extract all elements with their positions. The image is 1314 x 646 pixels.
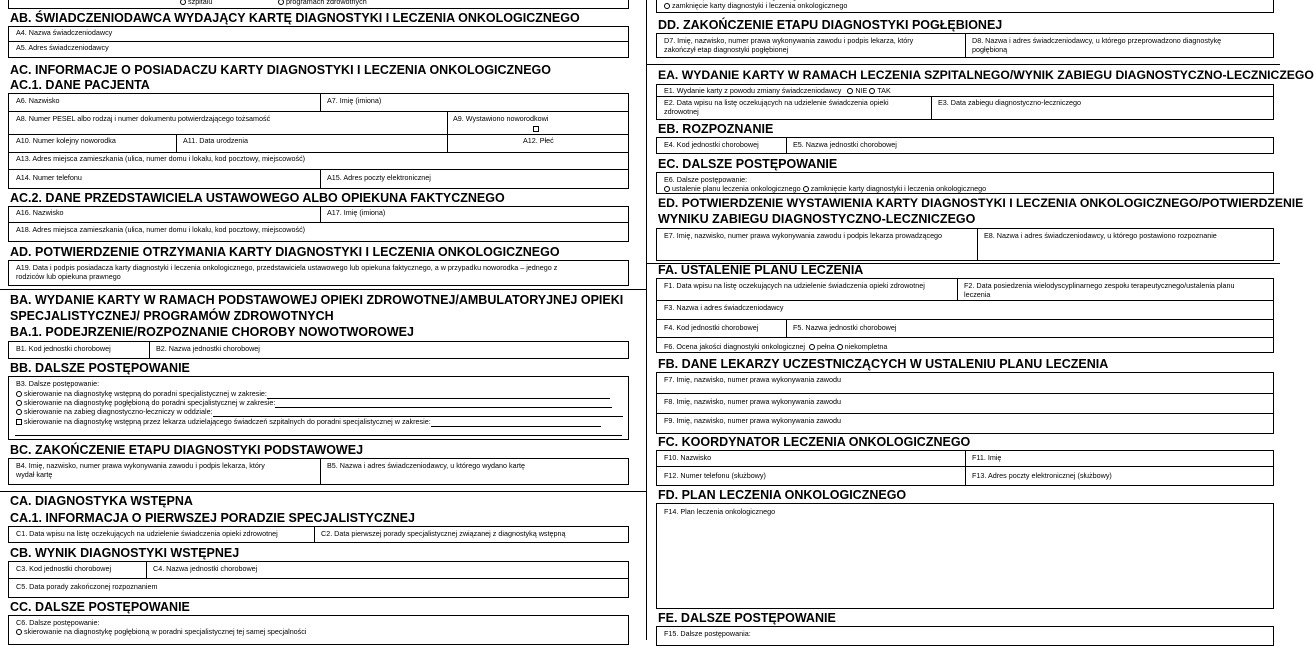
section-title-ab: AB. ŚWIADCZENIODAWCA WYDAJĄCY KARTĘ DIAGNOSTYKI I LECZENIA ONKOLOGICZNEGO <box>10 11 580 25</box>
section-subtitle-ac2: AC.2. DANE PRZEDSTAWICIELA USTAWOWEGO ALBO OPIEKUNA FAKTYCZNEGO <box>10 191 505 205</box>
box-fa <box>656 278 1274 353</box>
radio-icon[interactable] <box>837 344 843 350</box>
field-f6-label: F6. Ocena jakości diagnostyki onkologicznej <box>664 342 806 351</box>
field-c4[interactable]: C4. Nazwa jednostki chorobowej <box>153 564 258 573</box>
field-f3[interactable]: F3. Nazwa i adres świadczeniodawcy <box>664 303 784 312</box>
field-f2-line1: F2. Data posiedzenia wielodyscyplinarnego zespołu terapeutycznego/ustalenia planu <box>964 281 1235 290</box>
section-subtitle-ba1: BA.1. PODEJRZENIE/ROZPOZNANIE CHOROBY NOWOTWOROWEJ <box>10 325 414 339</box>
section-title-fb: FB. DANE LEKARZY UCZESTNICZĄCYCH W USTALENIU PLANU LECZENIA <box>658 357 1109 371</box>
box-fd <box>656 503 1274 609</box>
field-e4[interactable]: E4. Kod jednostki chorobowej <box>664 140 759 149</box>
field-a4[interactable]: A4. Nazwa świadczeniodawcy <box>16 28 113 37</box>
field-b2[interactable]: B2. Nazwa jednostki chorobowej <box>156 344 260 353</box>
section-title-fe: FE. DALSZE POSTĘPOWANIE <box>658 611 836 625</box>
section-title-ad: AD. POTWIERDZENIE OTRZYMANIA KARTY DIAGNOSTYKI I LECZENIA ONKOLOGICZNEGO <box>10 245 560 259</box>
field-f6[interactable] <box>661 341 890 354</box>
section-title-ba-1: BA. WYDANIE KARTY W RAMACH PODSTAWOWEJ OPIEKI ZDROWOTNEJ/AMBULATORYJNEJ OPIEKI <box>10 293 624 307</box>
radio-icon[interactable] <box>809 344 815 350</box>
section-title-ec: EC. DALSZE POSTĘPOWANIE <box>658 157 838 171</box>
field-a18[interactable]: A18. Adres miejsca zamieszkania (ulica, numer domu i lokalu, kod pocztowy, miejscowość) <box>16 225 306 234</box>
section-title-bc: BC. ZAKOŃCZENIE ETAPU DIAGNOSTYKI PODSTAWOWEJ <box>10 443 364 457</box>
option-label: skierowanie na diagnostykę wstępną do poradni specjalistycznej w zakresie: <box>24 389 267 398</box>
field-a11[interactable]: A11. Data urodzenia <box>183 136 248 145</box>
section-title-ed-1: ED. POTWIERDZENIE WYSTAWIENIA KARTY DIAGNOSTYKI I LECZENIA ONKOLOGICZNEGO/POTWIERDZENIE <box>658 196 1304 210</box>
field-a13[interactable]: A13. Adres miejsca zamieszkania (ulica, numer domu i lokalu, kod pocztowy, miejscowość) <box>16 154 306 163</box>
field-c6: C6. Dalsze postępowanie: <box>16 618 100 627</box>
field-f11[interactable]: F11. Imię <box>972 453 1002 462</box>
field-f9[interactable]: F9. Imię, nazwisko, numer prawa wykonywania zawodu <box>664 416 841 425</box>
field-c1[interactable]: C1. Data wpisu na listę oczekujących na udzielenie świadczenia opieki zdrowotnej <box>16 529 278 538</box>
field-f15[interactable]: F15. Dalsze postępowania: <box>664 629 751 638</box>
option-label: zamknięcie karty diagnostyki i leczenia onkologicznego <box>810 184 987 193</box>
section-title-eb: EB. ROZPOZNANIE <box>658 122 774 136</box>
field-a9[interactable]: A9. Wystawiono noworodkowi <box>453 114 549 123</box>
option-label: skierowanie na zabieg diagnostyczno-leczniczy w oddziale: <box>24 407 213 416</box>
option-tak: TAK <box>877 86 891 95</box>
section-subtitle-ac1: AC.1. DANE PACJENTA <box>10 78 150 92</box>
field-e2-line1: E2. Data wpisu na listę oczekujących na udzielenie świadczenia opieki <box>664 98 889 107</box>
field-f4[interactable]: F4. Kod jednostki chorobowej <box>664 323 759 332</box>
field-e2-line2: zdrowotnej <box>664 106 699 116</box>
field-a5[interactable]: A5. Adres świadczeniodawcy <box>16 43 109 52</box>
field-a6[interactable]: A6. Nazwisko <box>16 96 60 105</box>
field-c3[interactable]: C3. Kod jednostki chorobowej <box>16 564 112 573</box>
field-f7[interactable]: F7. Imię, nazwisko, numer prawa wykonywania zawodu <box>664 375 841 384</box>
box-cb <box>8 561 629 598</box>
field-e6: E6. Dalsze postępowanie: <box>664 175 748 184</box>
option-label: zamknięcie karty diagnostyki i leczenia onkologicznego <box>672 1 848 10</box>
field-f8[interactable]: F8. Imię, nazwisko, numer prawa wykonywania zawodu <box>664 397 841 406</box>
section-title-ca: CA. DIAGNOSTYKA WSTĘPNA <box>10 494 193 508</box>
field-f13[interactable]: F13. Adres poczty elektronicznej (służbowy) <box>972 471 1112 480</box>
option-label: programach zdrowotnych <box>286 0 367 6</box>
field-e8[interactable]: E8. Nazwa i adres świadczeniodawcy, u którego postawiono rozpoznanie <box>984 231 1217 240</box>
field-a19-line1: A19. Data i podpis posiadacza karty diagnostyki i leczenia onkologicznego, przedstawiciela ustawowego lub opiekuna faktycznego, a w przypadku noworodka – jednego z <box>16 263 558 272</box>
box-cc <box>8 615 629 645</box>
option-label: skierowanie na diagnostykę pogłębioną w poradni specjalistycznej tej samej specjalności <box>24 627 307 636</box>
section-title-fa: FA. USTALENIE PLANU LECZENIA <box>658 263 864 277</box>
radio-icon[interactable] <box>16 629 22 635</box>
option-label: ustalenie planu leczenia onkologicznego <box>672 184 801 193</box>
section-title-cc: CC. DALSZE POSTĘPOWANIE <box>10 600 190 614</box>
field-f5[interactable]: F5. Nazwa jednostki chorobowej <box>793 323 897 332</box>
option-label: skierowanie na diagnostykę wstępną przez lekarza udzielającego świadczeń szpitalnych do poradni specjalistycznej w zakresie: <box>24 417 431 426</box>
option-label: szpitalu <box>188 0 213 6</box>
field-a16[interactable]: A16. Nazwisko <box>16 208 64 217</box>
column-separator <box>646 0 647 640</box>
option-nie: NIE <box>855 86 868 95</box>
field-a12[interactable]: A12. Płeć <box>523 136 554 145</box>
option-label: skierowanie na diagnostykę pogłębioną do poradni specjalistycznej w zakresie: <box>24 398 276 407</box>
field-b4-line1: B4. Imię, nazwisko, numer prawa wykonywania zawodu i podpis lekarza, który <box>16 461 265 470</box>
field-a8[interactable]: A8. Numer PESEL albo rodzaj i numer dokumentu potwierdzającego tożsamość <box>16 114 271 123</box>
field-b1[interactable]: B1. Kod jednostki chorobowej <box>16 344 111 353</box>
field-e5[interactable]: E5. Nazwa jednostki chorobowej <box>793 140 897 149</box>
field-f2[interactable] <box>961 280 1238 301</box>
option-pelna: pełna <box>817 342 835 351</box>
section-title-cb: CB. WYNIK DIAGNOSTYKI WSTĘPNEJ <box>10 546 240 560</box>
field-a15[interactable]: A15. Adres poczty elektronicznej <box>327 173 431 182</box>
field-b3: B3. Dalsze postępowanie: <box>16 379 100 388</box>
box-fe <box>656 626 1274 646</box>
section-title-fc: FC. KOORDYNATOR LECZENIA ONKOLOGICZNEGO <box>658 435 971 449</box>
field-b4-line2: wydał kartę <box>16 469 53 479</box>
box-ca1 <box>8 526 629 543</box>
field-e3[interactable]: E3. Data zabiegu diagnostyczno-leczniczego <box>938 98 1082 107</box>
field-a17[interactable]: A17. Imię (imiona) <box>327 208 386 217</box>
field-f1[interactable]: F1. Data wpisu na listę oczekujących na udzielenie świadczenia opieki zdrowotnej <box>664 281 925 290</box>
field-f12[interactable]: F12. Numer telefonu (służbowy) <box>664 471 766 480</box>
field-b5[interactable]: B5. Nazwa i adres świadczeniodawcy, u którego wydano kartę <box>327 461 526 470</box>
field-e7[interactable]: E7. Imię, nazwisko, numer prawa wykonywania zawodu i podpis lekarza prowadzącego <box>664 231 943 240</box>
field-a7[interactable]: A7. Imię (imiona) <box>327 96 382 105</box>
section-title-bb: BB. DALSZE POSTĘPOWANIE <box>10 361 190 375</box>
option-niekompletna: niekompletna <box>844 342 888 351</box>
box-fb <box>656 372 1274 434</box>
field-a14[interactable]: A14. Numer telefonu <box>16 173 82 182</box>
field-f2-line2: leczenia <box>964 289 991 299</box>
field-a10[interactable]: A10. Numer kolejny noworodka <box>16 136 116 145</box>
field-c2[interactable]: C2. Data pierwszej porady specjalistycznej związanej z diagnostyką wstępną <box>321 529 566 538</box>
box-fc <box>656 450 1274 486</box>
section-title-ed-2: WYNIKU ZABIEGU DIAGNOSTYCZNO-LECZNICZEGO <box>658 212 976 226</box>
field-a19-line2: rodziców lub opiekuna prawnego <box>16 271 121 281</box>
field-d7-line2: zakończył etap diagnostyki pogłębionej <box>664 44 789 54</box>
field-f14[interactable]: F14. Plan leczenia onkologicznego <box>664 507 776 516</box>
section-title-ba-2: SPECJALISTYCZNEJ/ PROGRAMÓW ZDROWOTNYCH <box>10 309 334 323</box>
left-column-bottom <box>8 0 637 640</box>
field-c5[interactable]: C5. Data porady zakończonej rozpoznaniem <box>16 582 158 591</box>
section-title-ac: AC. INFORMACJE O POSIADACZU KARTY DIAGNOSTYKI I LECZENIA ONKOLOGICZNEGO <box>10 63 551 77</box>
field-f10[interactable]: F10. Nazwisko <box>664 453 712 462</box>
section-title-ea: EA. WYDANIE KARTY W RAMACH LECZENIA SZPITALNEGO/WYNIK ZABIEGU DIAGNOSTYCZNO-LECZNICZEGO <box>658 68 1314 82</box>
field-d8-line1: D8. Nazwa i adres świadczeniodawcy, u którego przeprowadzono diagnostykę <box>972 36 1222 45</box>
section-title-dd: DD. ZAKOŃCZENIE ETAPU DIAGNOSTYKI POGŁĘBIONEJ <box>658 18 1003 32</box>
section-subtitle-ca1: CA.1. INFORMACJA O PIERWSZEJ PORADZIE SPECJALISTYCZNEJ <box>10 511 415 525</box>
right-column-lower <box>656 0 1274 640</box>
option-c6-1 <box>13 626 309 639</box>
field-d7-line1: D7. Imię, nazwisko, numer prawa wykonywania zawodu i podpis lekarza, który <box>664 36 914 45</box>
section-title-fd: FD. PLAN LECZENIA ONKOLOGICZNEGO <box>658 488 907 502</box>
field-d8-line2: pogłębioną <box>972 44 1008 54</box>
field-e1-label: E1. Wydanie karty z powodu zmiany świadczeniodawcy <box>664 86 842 95</box>
